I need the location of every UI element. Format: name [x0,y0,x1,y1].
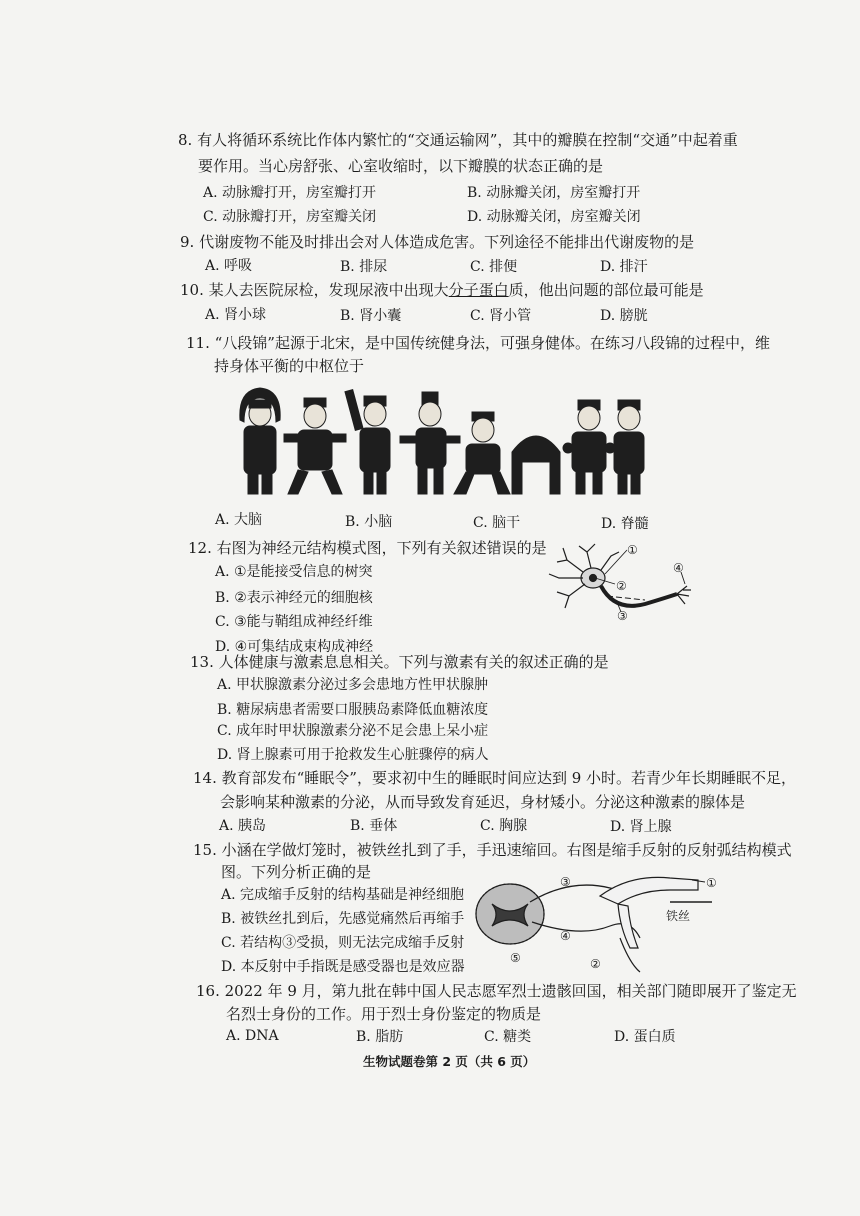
q9-option-d: D. 排汗 [600,259,648,275]
q11-option-c: C. 脑干 [473,515,521,531]
q8-stem-line2: 要作用。当心房舒张、心室收缩时，以下瓣膜的状态正确的是 [198,157,604,175]
q11-option-a: A. 大脑 [215,512,263,528]
q16-stem-line1: 16. 2022 年 9 月，第九批在韩中国人民志愿军烈士遗骸回国，相关部门随即展开了鉴定无 [196,982,797,1000]
q14-option-b: B. 垂体 [350,818,398,834]
q8-option-c: C. 动脉瓣打开，房室瓣关闭 [203,209,377,225]
reflex-arc-figure [470,868,720,978]
neuron-label-2: ② [616,579,627,593]
q10-option-c: C. 肾小管 [470,308,532,324]
pose-figure-5 [454,412,510,494]
q12-option-a: A. ①是能接受信息的树突 [215,564,373,580]
q8-option-d: D. 动脉瓣关闭，房室瓣关闭 [467,209,641,225]
q11-stem-line2: 持身体平衡的中枢位于 [214,357,365,375]
q15-stem-line2: 图。下列分析正确的是 [221,863,372,881]
reflex-label-1: ① [706,876,717,890]
q9-option-c: C. 排便 [470,259,518,275]
q8-stem-line1: 8. 有人将循环系统比作体内繁忙的“交通运输网”，其中的瓣膜在控制“交通”中起着重 [178,131,738,149]
pose-figure-3 [345,390,390,494]
reflex-label-2: ② [590,957,601,971]
pose-figure-2 [284,398,346,494]
q10-option-a: A. 肾小球 [205,307,267,323]
neuron-diagram [545,540,695,640]
q8-option-a: A. 动脉瓣打开，房室瓣打开 [203,185,377,201]
q15-option-a: A. 完成缩手反射的结构基础是神经细胞 [221,887,465,903]
q10-option-b: B. 肾小囊 [340,308,402,324]
q12-stem: 12. 右图为神经元结构模式图，下列有关叙述错误的是 [188,539,547,557]
baduanjin-illustration [230,382,650,502]
q14-option-d: D. 肾上腺 [610,819,672,835]
q13-option-b: B. 糖尿病患者需要口服胰岛素降低血糖浓度 [217,702,489,718]
q12-option-b: B. ②表示神经元的细胞核 [215,590,373,606]
q12-option-c: C. ③能与鞘组成神经纤维 [215,614,373,630]
q11-option-b: B. 小脑 [345,514,393,530]
q16-option-c: C. 糖类 [484,1029,532,1045]
q8-option-b: B. 动脉瓣关闭，房室瓣打开 [467,185,641,201]
reflex-label-4: ④ [560,929,571,943]
pose-figure-7 [563,400,615,494]
q15-stem-line1: 15. 小涵在学做灯笼时，被铁丝扎到了手，手迅速缩回。右图是缩手反射的反射弧结构模式 [193,841,792,859]
neuron-figure [545,540,695,640]
q14-stem-line2: 会影响某种激素的分泌，从而导致发育延迟，身材矮小。分泌这种激素的腺体是 [220,793,746,811]
reflex-label-5: ⑤ [510,951,521,965]
pose-figure-1 [240,388,280,494]
reflex-label-3: ③ [560,875,571,889]
pose-figure-8 [614,400,644,494]
pose-figure-6 [512,436,560,494]
neuron-label-4: ④ [673,561,684,575]
q16-option-a: A. DNA [226,1028,279,1044]
q10-stem-post: 质，他出问题的部位最可能是 [508,281,704,299]
neuron-label-3: ③ [617,609,628,623]
q9-option-a: A. 呼吸 [205,258,253,274]
q13-option-a: A. 甲状腺激素分泌过多会患地方性甲状腺肿 [217,677,489,693]
q16-option-b: B. 脂肪 [356,1029,404,1045]
q16-stem-line2: 名烈士身份的工作。用于烈士身份鉴定的物质是 [226,1005,542,1023]
q11-option-d: D. 脊髓 [601,516,649,532]
q13-stem: 13. 人体健康与激素息息相关。下列与激素有关的叙述正确的是 [190,653,609,671]
q10-stem [180,280,704,300]
q15-option-d: D. 本反射中手指既是感受器也是效应器 [221,959,465,975]
q9-option-b: B. 排尿 [340,259,388,275]
q11-stem-line1: 11. “八段锦”起源于北宋，是中国传统健身法，可强身健体。在练习八段锦的过程中，维 [186,334,770,352]
page-footer: 生物试题卷第 2 页（共 6 页） [363,1054,536,1069]
pose-figure-4 [400,392,460,494]
q16-option-d: D. 蛋白质 [614,1029,676,1045]
q9-stem: 9. 代谢废物不能及时排出会对人体造成危害。下列途径不能排出代谢废物的是 [180,233,695,251]
reflex-arc-diagram [470,868,720,978]
q15-option-b: B. 被铁丝扎到后，先感觉痛然后再缩手 [221,911,465,927]
q14-option-a: A. 胰岛 [219,818,267,834]
q13-option-d: D. 肾上腺素可用于抢救发生心脏骤停的病人 [217,747,489,763]
q14-option-c: C. 胸腺 [480,818,528,834]
wire-label: 铁丝 [666,909,691,923]
q15-option-c: C. 若结构③受损，则无法完成缩手反射 [221,935,465,951]
q13-option-c: C. 成年时甲状腺激素分泌不足会患上呆小症 [217,723,489,739]
neuron-label-1: ① [627,543,638,557]
q10-stem-pre: 10. 某人去医院尿检，发现尿液中出现大 [180,281,449,299]
q10-stem-underlined: 分子蛋白 [448,281,509,299]
q14-stem-line1: 14. 教育部发布“睡眠令”，要求初中生的睡眠时间应达到 9 小时。若青少年长期睡眠不足， [193,769,797,787]
q12-option-d: D. ④可集结成束构成神经 [215,639,374,655]
q10-option-d: D. 膀胱 [600,308,648,324]
baduanjin-figure [230,382,650,502]
